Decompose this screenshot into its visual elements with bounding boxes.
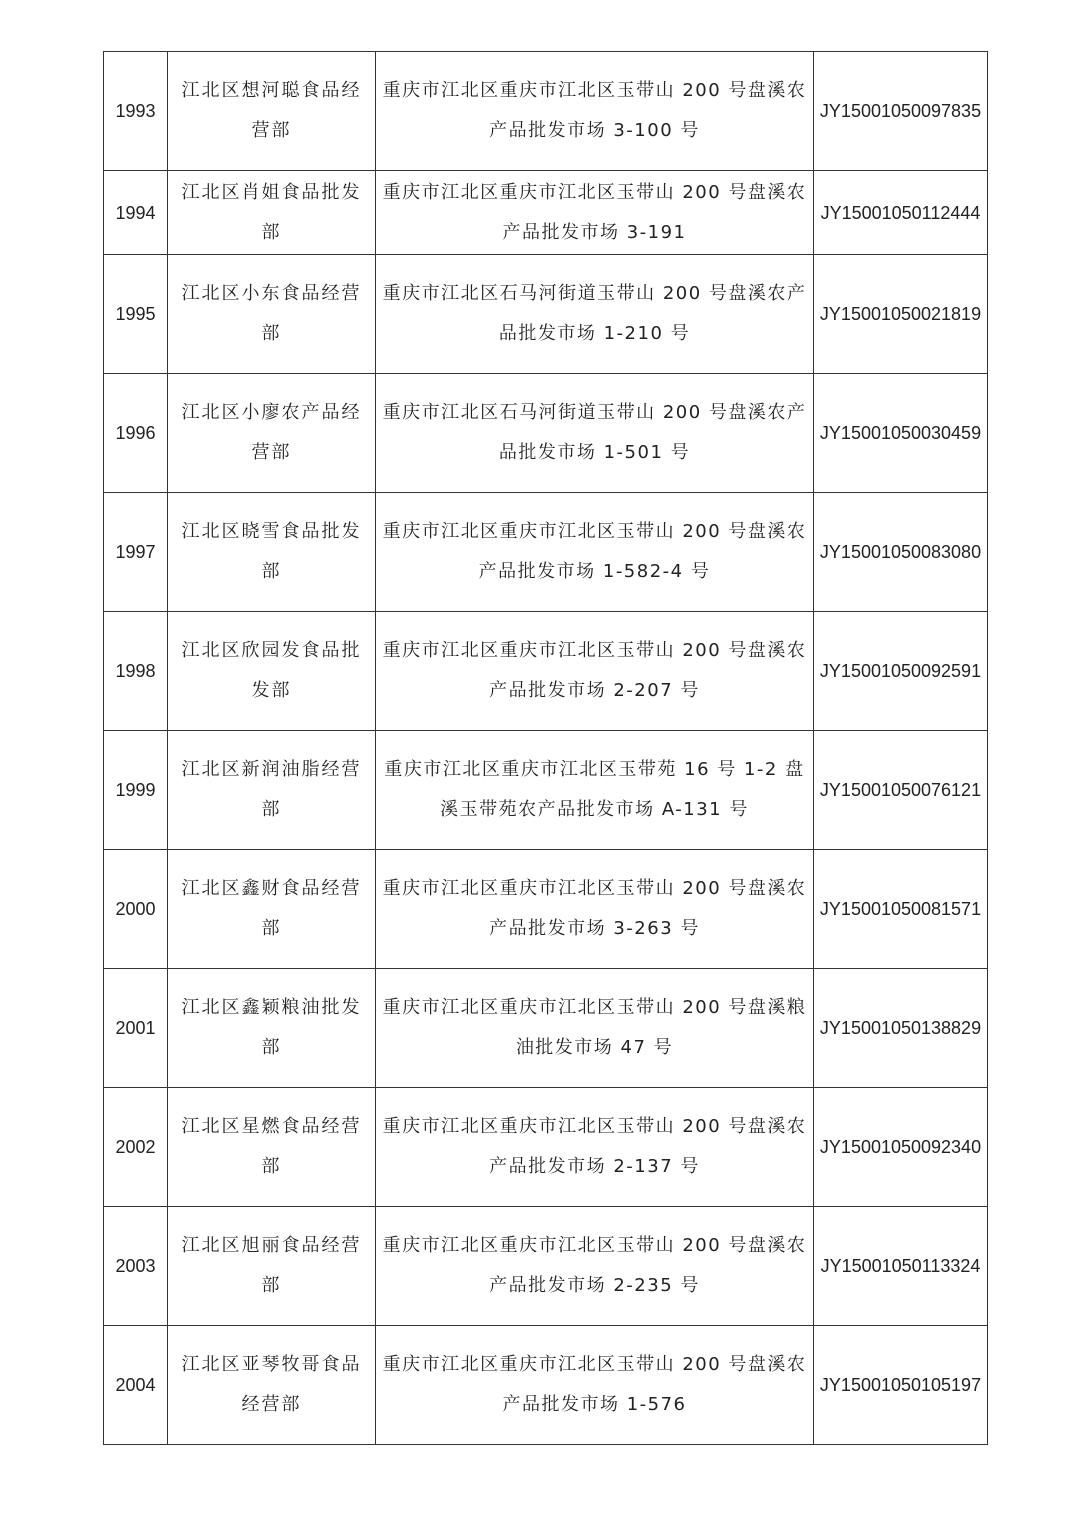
business-name: 江北区晓雪食品批发部: [168, 493, 376, 612]
row-number: 1994: [104, 171, 168, 255]
business-name: 江北区星燃食品经营部: [168, 1088, 376, 1207]
row-number: 1995: [104, 255, 168, 374]
license-number: JY15001050076121: [814, 731, 988, 850]
row-number: 1996: [104, 374, 168, 493]
business-name: 江北区小廖农产品经营部: [168, 374, 376, 493]
row-number: 1997: [104, 493, 168, 612]
row-number: 2004: [104, 1326, 168, 1445]
row-number: 1998: [104, 612, 168, 731]
license-number: JY15001050105197: [814, 1326, 988, 1445]
license-number: JY15001050092340: [814, 1088, 988, 1207]
business-address: 重庆市江北区石马河街道玉带山 200 号盘溪农产品批发市场 1-501 号: [376, 374, 814, 493]
business-address: 重庆市江北区石马河街道玉带山 200 号盘溪农产品批发市场 1-210 号: [376, 255, 814, 374]
business-address: 重庆市江北区重庆市江北区玉带山 200 号盘溪农产品批发市场 3-263 号: [376, 850, 814, 969]
license-number: JY15001050113324: [814, 1207, 988, 1326]
business-address: 重庆市江北区重庆市江北区玉带山 200 号盘溪农产品批发市场 1-576: [376, 1326, 814, 1445]
row-number: 1999: [104, 731, 168, 850]
row-number: 2002: [104, 1088, 168, 1207]
license-table: [103, 51, 988, 1445]
business-address: 重庆市江北区重庆市江北区玉带山 200 号盘溪农产品批发市场 1-582-4 号: [376, 493, 814, 612]
row-number: 1993: [104, 52, 168, 171]
business-address: 重庆市江北区重庆市江北区玉带山 200 号盘溪农产品批发市场 3-100 号: [376, 52, 814, 171]
table-row: [104, 612, 988, 731]
business-address: 重庆市江北区重庆市江北区玉带山 200 号盘溪农产品批发市场 2-207 号: [376, 612, 814, 731]
table-row: [104, 731, 988, 850]
table-row: [104, 1326, 988, 1445]
business-name: 江北区想河聪食品经营部: [168, 52, 376, 171]
business-name: 江北区鑫颖粮油批发部: [168, 969, 376, 1088]
business-address: 重庆市江北区重庆市江北区玉带苑 16 号 1-2 盘溪玉带苑农产品批发市场 A-131 号: [376, 731, 814, 850]
license-number: JY15001050081571: [814, 850, 988, 969]
license-number: JY15001050021819: [814, 255, 988, 374]
table-row: [104, 374, 988, 493]
license-number: JY15001050092591: [814, 612, 988, 731]
table-row: [104, 850, 988, 969]
license-number: JY15001050138829: [814, 969, 988, 1088]
business-address: 重庆市江北区重庆市江北区玉带山 200 号盘溪农产品批发市场 3-191: [376, 171, 814, 255]
row-number: 2001: [104, 969, 168, 1088]
license-number: JY15001050083080: [814, 493, 988, 612]
table-row: [104, 255, 988, 374]
business-address: 重庆市江北区重庆市江北区玉带山 200 号盘溪农产品批发市场 2-137 号: [376, 1088, 814, 1207]
table-row: [104, 1207, 988, 1326]
row-number: 2003: [104, 1207, 168, 1326]
business-address: 重庆市江北区重庆市江北区玉带山 200 号盘溪农产品批发市场 2-235 号: [376, 1207, 814, 1326]
business-address: 重庆市江北区重庆市江北区玉带山 200 号盘溪粮油批发市场 47 号: [376, 969, 814, 1088]
business-name: 江北区旭丽食品经营部: [168, 1207, 376, 1326]
business-name: 江北区亚琴牧哥食品经营部: [168, 1326, 376, 1445]
table-row: [104, 969, 988, 1088]
license-number: JY15001050112444: [814, 171, 988, 255]
license-number: JY15001050097835: [814, 52, 988, 171]
table-row: [104, 171, 988, 255]
row-number: 2000: [104, 850, 168, 969]
table-row: [104, 493, 988, 612]
license-number: JY15001050030459: [814, 374, 988, 493]
business-name: 江北区肖姐食品批发部: [168, 171, 376, 255]
business-name: 江北区新润油脂经营部: [168, 731, 376, 850]
table-row: [104, 52, 988, 171]
business-name: 江北区鑫财食品经营部: [168, 850, 376, 969]
business-name: 江北区欣园发食品批发部: [168, 612, 376, 731]
table-row: [104, 1088, 988, 1207]
business-name: 江北区小东食品经营部: [168, 255, 376, 374]
